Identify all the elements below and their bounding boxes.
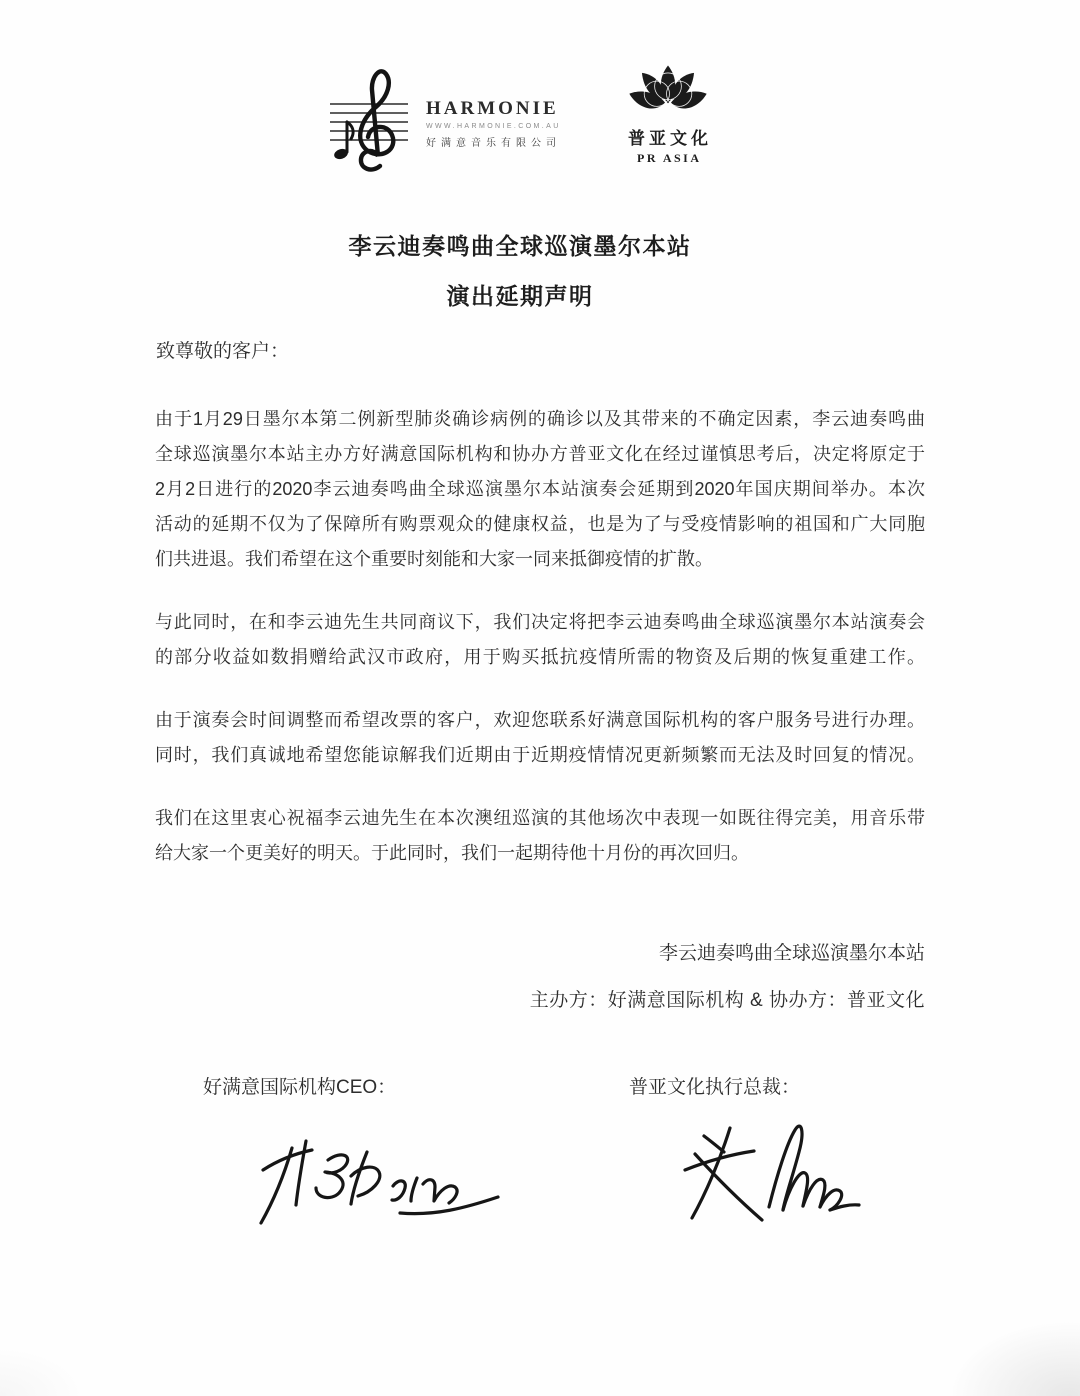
signoff-block [155,938,925,1012]
document-title-line1: 李云迪奏鸣曲全球巡演墨尔本站 [348,233,692,259]
paragraph-2 [155,605,925,675]
harmonie-ceo-signature [250,1128,505,1233]
harmonie-logo-url: WWW.HARMONIE.COM.AU [426,123,561,130]
paragraph-line: 与此同时，在和李云迪先生共同商议下，我们决定将把李云迪奏鸣曲全球巡演墨尔本站演奏会 [155,612,925,632]
paragraph-line: 2月2日进行的2020李云迪奏鸣曲全球巡演墨尔本站演奏会延期到2020年国庆期间举办。本次 [155,479,925,499]
signoff-tour-name: 李云迪奏鸣曲全球巡演墨尔本站 [658,943,925,964]
harmonie-logo-name: HARMONIE [426,98,559,119]
treble-clef-icon [328,62,424,174]
signoff-organizers: 主办方：好满意国际机构 & 协办方：普亚文化 [529,990,925,1011]
paragraph-1 [155,402,925,577]
paragraph-line: 活动的延期不仅为了保障所有购票观众的健康权益，也是为了与受疫情影响的祖国和广大同胞 [155,514,925,534]
lotus-flower-icon [627,64,709,122]
pr-asia-logo-en-name: PR ASIA [636,151,702,165]
paragraph-line: 的部分收益如数捐赠给武汉市政府，用于购买抵抗疫情所需的物资及后期的恢复重建工作。 [155,647,925,667]
pr-asia-logo [608,64,728,166]
pr-asia-logo-cn-name: 普亚文化 [628,129,712,148]
pr-asia-president-signature [668,1118,868,1223]
paragraph-line: 同时，我们真诚地希望您能谅解我们近期由于近期疫情情况更新频繁而无法及时回复的情况。 [155,745,925,765]
paragraph-line: 由于1月29日墨尔本第二例新型肺炎确诊病例的确诊以及其带来的不确定因素，李云迪奏鸣曲 [155,409,925,429]
pr-asia-president-label: 普亚文化执行总裁： [629,1077,801,1098]
harmonie-logo-cn-name: 好满意音乐有限公司 [426,138,561,149]
harmonie-ceo-label: 好满意国际机构CEO： [203,1077,397,1098]
paragraph-line: 们共进退。我们希望在这个重要时刻能和大家一同来抵御疫情的扩散。 [155,549,713,569]
document-title [135,228,905,311]
paragraph-3 [155,703,925,773]
paragraph-4 [155,801,925,871]
letter-body [155,402,925,899]
harmonie-logo-text [426,62,561,149]
paragraph-line: 全球巡演墨尔本站主办方好满意国际机构和协办方普亚文化在经过谨慎思考后，决定将原定于 [155,444,925,464]
document-title-line2: 演出延期声明 [446,283,594,309]
harmonie-logo [328,62,561,174]
paragraph-line: 给大家一个更美好的明天。于此同时，我们一起期待他十月份的再次回归。 [155,843,749,863]
paragraph-line: 由于演奏会时间调整而希望改票的客户，欢迎您联系好满意国际机构的客户服务号进行办理。 [155,710,925,730]
paragraph-line: 我们在这里衷心祝福李云迪先生在本次澳纽巡演的其他场次中表现一如既往得完美，用音乐带 [155,808,925,828]
greeting: 致尊敬的客户： [156,341,290,362]
